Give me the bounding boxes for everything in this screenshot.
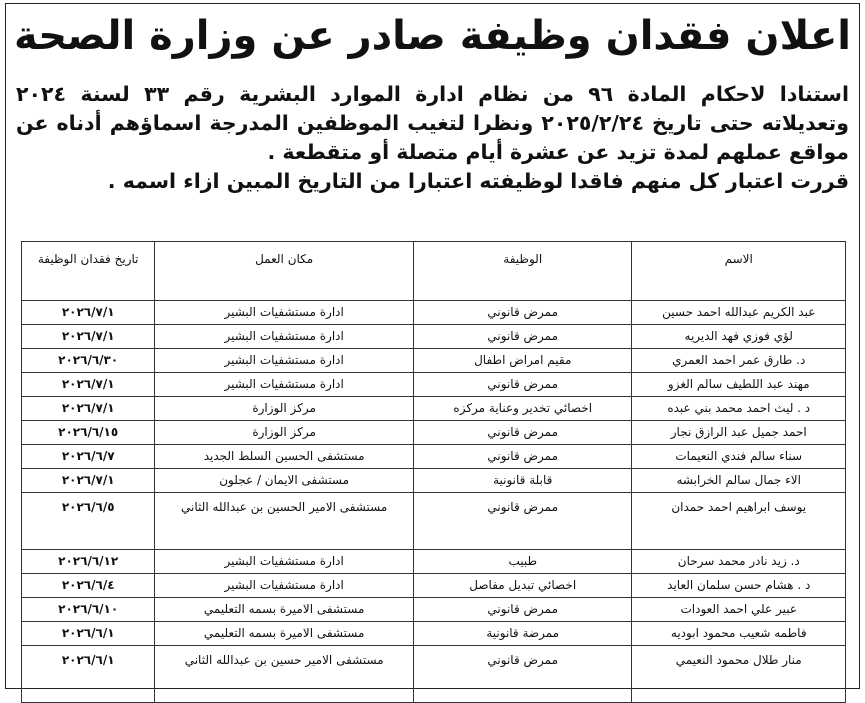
- table-row: [22, 325, 846, 349]
- table-row: [22, 421, 846, 445]
- page-title: اعلان فقدان وظيفة صادر عن وزارة الصحة: [14, 13, 851, 59]
- cell-date: ٢٠٢٦/٦/٣٠: [22, 349, 155, 373]
- cell-date: ٢٠٢٦/٧/١: [22, 325, 155, 349]
- cell-date: ٢٠٢٦/٦/٧: [22, 445, 155, 469]
- table-row: [22, 622, 846, 646]
- cell-name: سناء سالم فندي النعيمات: [632, 445, 846, 469]
- cell-place: ادارة مستشفيات البشير: [155, 325, 414, 349]
- header-name: الاسم: [632, 242, 846, 301]
- cell-name: عبد الكريم عبدالله احمد حسين: [632, 301, 846, 325]
- table-row: [22, 445, 846, 469]
- table-row: [22, 349, 846, 373]
- table-row: [22, 301, 846, 325]
- cell-job: ممرض قانوني: [413, 598, 632, 622]
- cell-place: مستشفى الاميرة بسمه التعليمي: [155, 598, 414, 622]
- table-row: [22, 373, 846, 397]
- announcement-page: [5, 3, 860, 689]
- cell-name: يوسف ابراهيم احمد حمدان: [632, 493, 846, 550]
- cell-place: مستشفى الامير حسين بن عبدالله الثاني: [155, 646, 414, 703]
- cell-name: منار طلال محمود النعيمي: [632, 646, 846, 703]
- cell-name: د. زيد نادر محمد سرحان: [632, 550, 846, 574]
- cell-date: ٢٠٢٦/٧/١: [22, 373, 155, 397]
- paragraph-decision: قررت اعتبار كل منهم فاقدا لوظيفته اعتبارا من التاريخ المبين ازاء اسمه .: [107, 169, 849, 193]
- cell-name: د . ليث احمد محمد بني عبده: [632, 397, 846, 421]
- cell-name: احمد جميل عبد الرازق نجار: [632, 421, 846, 445]
- table-row: [22, 598, 846, 622]
- cell-place: مركز الوزارة: [155, 397, 414, 421]
- cell-job: اخصائي تبديل مفاصل: [413, 574, 632, 598]
- cell-date: ٢٠٢٦/٦/١٢: [22, 550, 155, 574]
- cell-date: ٢٠٢٦/٦/٥: [22, 493, 155, 550]
- table-body: [22, 301, 846, 703]
- cell-job: ممرضة قانونية: [413, 622, 632, 646]
- cell-date: ٢٠٢٦/٦/١: [22, 646, 155, 703]
- cell-name: د. طارق عمر احمد العمري: [632, 349, 846, 373]
- cell-date: ٢٠٢٦/٧/١: [22, 397, 155, 421]
- cell-job: ممرض قانوني: [413, 373, 632, 397]
- cell-place: مستشفى الايمان / عجلون: [155, 469, 414, 493]
- cell-place: مستشفى الاميرة بسمه التعليمي: [155, 622, 414, 646]
- table-row: [22, 469, 846, 493]
- table-row: [22, 574, 846, 598]
- cell-place: ادارة مستشفيات البشير: [155, 574, 414, 598]
- cell-job: ممرض قانوني: [413, 493, 632, 550]
- cell-job: قابلة قانونية: [413, 469, 632, 493]
- cell-name: عبير علي احمد العودات: [632, 598, 846, 622]
- cell-place: ادارة مستشفيات البشير: [155, 349, 414, 373]
- cell-job: مقيم امراض اطفال: [413, 349, 632, 373]
- cell-date: ٢٠٢٦/٧/١: [22, 301, 155, 325]
- cell-place: ادارة مستشفيات البشير: [155, 550, 414, 574]
- table-header-row: [22, 242, 846, 301]
- cell-date: ٢٠٢٦/٦/١٠: [22, 598, 155, 622]
- cell-place: ادارة مستشفيات البشير: [155, 373, 414, 397]
- cell-job: ممرض قانوني: [413, 421, 632, 445]
- table-row: [22, 493, 846, 550]
- employees-table: [21, 241, 846, 703]
- table-row: [22, 646, 846, 703]
- header-place: مكان العمل: [155, 242, 414, 301]
- cell-date: ٢٠٢٦/٦/١٥: [22, 421, 155, 445]
- cell-name: لؤي فوزي فهد الديريه: [632, 325, 846, 349]
- cell-place: مستشفى الامير الحسين بن عبدالله الثاني: [155, 493, 414, 550]
- table-row: [22, 397, 846, 421]
- cell-name: مهند عبد اللطيف سالم الغزو: [632, 373, 846, 397]
- cell-name: د . هشام حسن سلمان العايد: [632, 574, 846, 598]
- cell-date: ٢٠٢٦/٧/١: [22, 469, 155, 493]
- header-job: الوظيفة: [413, 242, 632, 301]
- cell-job: ممرض قانوني: [413, 325, 632, 349]
- cell-job: ممرض قانوني: [413, 445, 632, 469]
- cell-job: ممرض قانوني: [413, 646, 632, 703]
- table-row: [22, 550, 846, 574]
- cell-job: ممرض قانوني: [413, 301, 632, 325]
- cell-place: مركز الوزارة: [155, 421, 414, 445]
- cell-place: مستشفى الحسين السلط الجديد: [155, 445, 414, 469]
- cell-job: طبيب: [413, 550, 632, 574]
- cell-job: اخصائي تخدير وعناية مركزه: [413, 397, 632, 421]
- cell-name: الاء جمال سالم الخرابشه: [632, 469, 846, 493]
- cell-date: ٢٠٢٦/٦/١: [22, 622, 155, 646]
- cell-place: ادارة مستشفيات البشير: [155, 301, 414, 325]
- cell-name: فاطمه شعيب محمود ابوديه: [632, 622, 846, 646]
- cell-date: ٢٠٢٦/٦/٤: [22, 574, 155, 598]
- paragraph-legal-basis: استنادا لاحكام المادة ٩٦ من نظام ادارة الموارد البشرية رقم ٣٣ لسنة ٢٠٢٤ وتعديلاته حتى تاريخ ٢٠٢٥/٢/٢٤ ونظرا لتغيب الموظفين المدرجة اسماؤهم أدناه عن مواقع عملهم لمدة تزيد عن عشرة أيام متصلة أو متقطعة .: [16, 82, 849, 164]
- header-date: تاريخ فقدان الوظيفة: [22, 242, 155, 301]
- announcement-body: [16, 80, 849, 196]
